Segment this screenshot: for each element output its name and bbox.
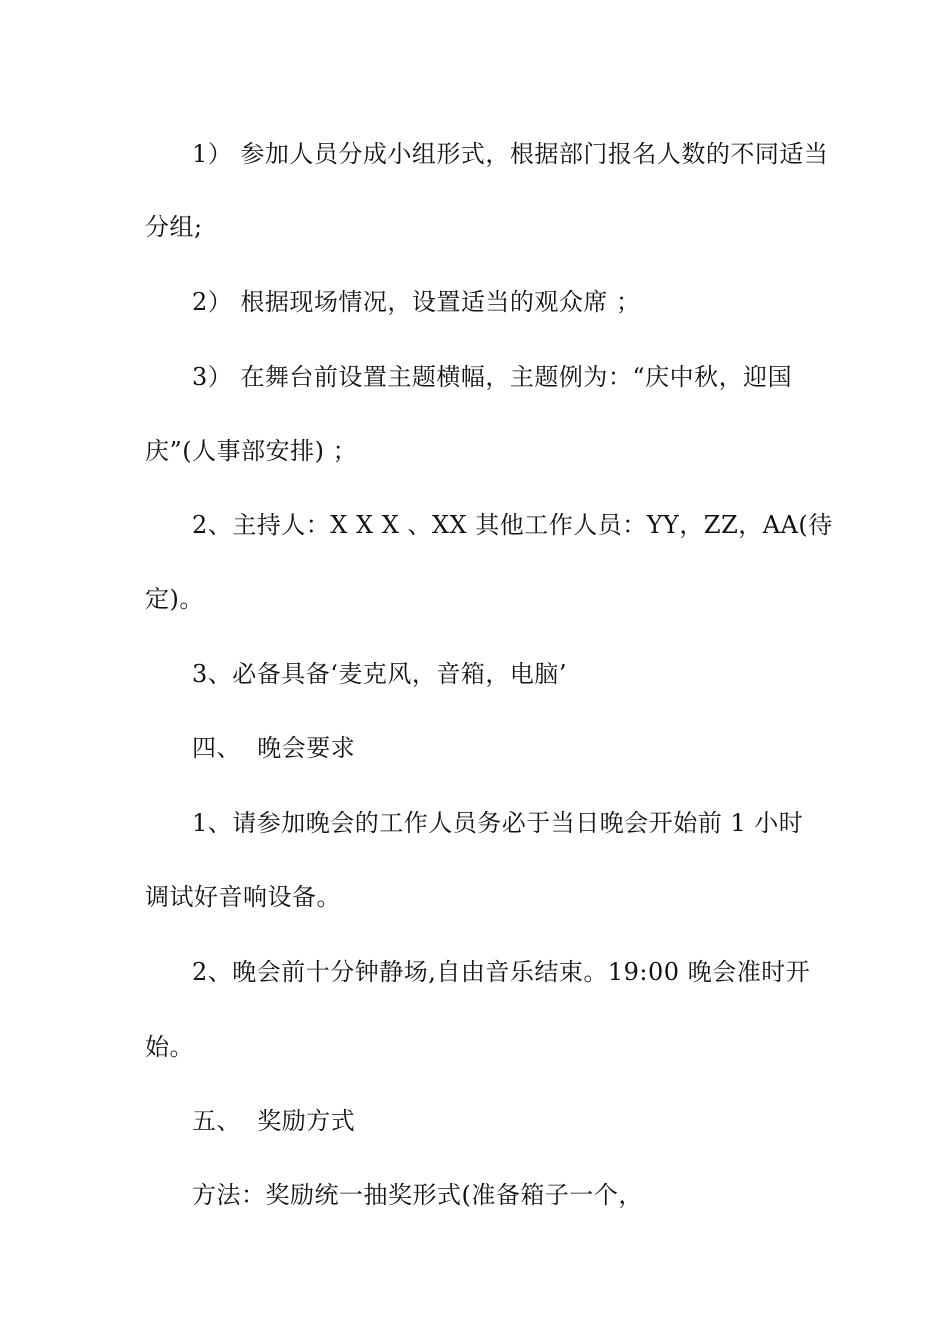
paragraph-line-5: 庆”(人事部安排) ； [145,437,358,465]
paragraph-line-4: 3） 在舞台前设置主题横幅，主题例为：“庆中秋，迎国 [192,363,793,391]
paragraph-line-11: 调试好音响设备。 [145,883,341,911]
section-heading-5: 五、 奖励方式 [192,1107,356,1135]
paragraph-line-12: 2、晚会前十分钟静场,自由音乐结束。19:00 晚会准时开 [192,958,811,986]
paragraph-line-15: 方法：奖励统一抽奖形式(准备箱子一个， [192,1181,643,1209]
paragraph-line-10: 1、请参加晚会的工作人员务必于当日晚会开始前 1 小时 [192,809,804,837]
paragraph-line-13: 始。 [145,1033,194,1061]
paragraph-line-3: 2） 根据现场情况，设置适当的观众席 ； [192,288,641,316]
paragraph-line-6: 2、主持人：X X X 、XX 其他工作人员：YY，ZZ，AA(待 [192,511,833,539]
paragraph-line-8: 3、必备具备‘麦克风，音箱，电脑’ [192,660,568,688]
paragraph-line-2: 分组; [145,213,203,241]
section-heading-4: 四、 晚会要求 [192,734,356,762]
paragraph-line-1: 1） 参加人员分成小组形式，根据部门报名人数的不同适当 [192,140,829,168]
paragraph-line-7: 定)。 [145,585,204,613]
